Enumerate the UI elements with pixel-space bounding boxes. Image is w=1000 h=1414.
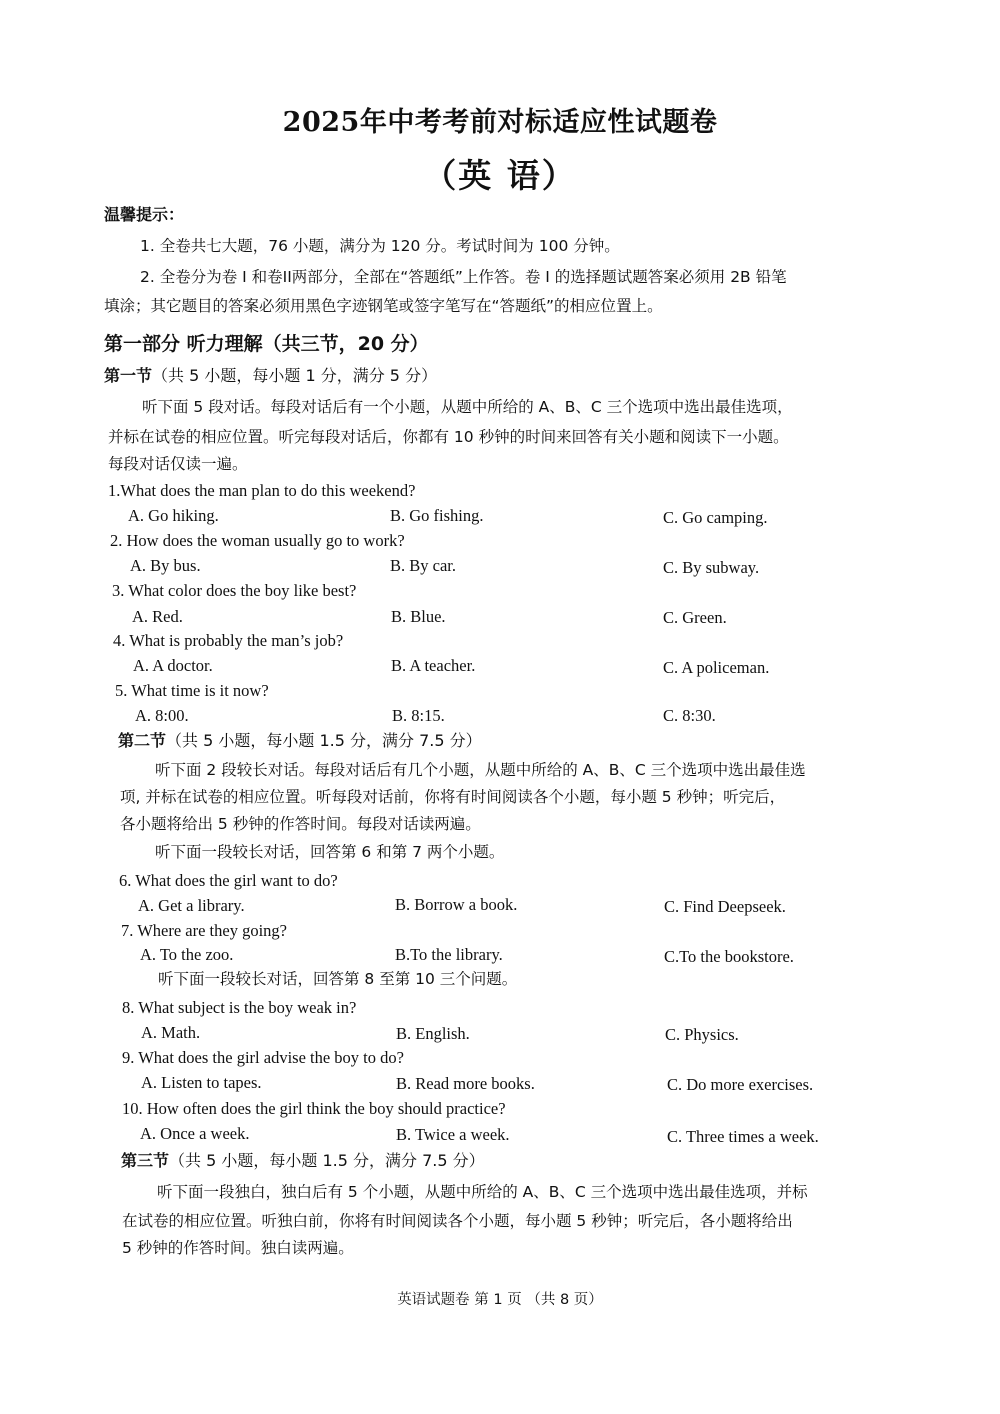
section-3-instruction-1: 听下面一段独白，独白后有 5 个小题，从题中所给的 A、B、C 三个选项中选出最佳选项，并标: [157, 1183, 808, 1201]
section-1-header: [104, 368, 437, 384]
notice-item-2-line-2: 填涂；其它题目的答案必须用黑色字迹钢笔或签字笔写在“答题纸”的相应位置上。: [104, 297, 663, 315]
section-1-instruction-1: 听下面 5 段对话。每段对话后有一个小题，从题中所给的 A、B、C 三个选项中选出最佳选项，: [142, 398, 793, 416]
question-7: 7. Where are they going?: [121, 921, 287, 940]
question-5-option-c: C. 8:30.: [663, 706, 716, 725]
question-1-option-a: A. Go hiking.: [128, 506, 219, 525]
question-7-option-a: A. To the zoo.: [140, 945, 234, 964]
question-3-option-a: A. Red.: [132, 607, 183, 626]
section-2-instruction-2: 项, 并标在试卷的相应位置。听每段对话前，你将有时间阅读各个小题，每小题 5 秒钟；听完后，: [120, 788, 786, 806]
section-3-instruction-2: 在试卷的相应位置。听独白前，你将有时间阅读各个小题，每小题 5 秒钟；听完后，各小题将给出: [122, 1212, 793, 1230]
dialogue-intro-q6-q7: 听下面一段较长对话，回答第 6 和第 7 两个小题。: [155, 843, 505, 861]
exam-subject: （英 语）: [423, 156, 577, 195]
section-3-header: [121, 1153, 485, 1169]
question-6-option-c: C. Find Deepseek.: [664, 897, 786, 916]
section-1-name: 第一节: [104, 366, 153, 385]
notice-label: 温馨提示：: [104, 205, 185, 224]
question-9-option-a: A. Listen to tapes.: [141, 1073, 262, 1092]
question-8-option-c: C. Physics.: [665, 1025, 739, 1044]
question-10-option-c: C. Three times a week.: [667, 1127, 819, 1146]
question-1: 1.What does the man plan to do this weekend?: [108, 481, 416, 500]
question-7-option-b: B.To the library.: [395, 945, 503, 964]
section-2-info: （共 5 小题，每小题 1.5 分，满分 7.5 分）: [166, 731, 482, 750]
question-2: 2. How does the woman usually go to work?: [110, 531, 405, 550]
section-1-instruction-2: 并标在试卷的相应位置。听完每段对话后，你都有 10 秒钟的时间来回答有关小题和阅读下一小题。: [108, 428, 789, 446]
section-1-info: （共 5 小题，每小题 1 分，满分 5 分）: [152, 366, 438, 385]
question-8: 8. What subject is the boy weak in?: [122, 998, 357, 1017]
section-3-instruction-3: 5 秒钟的作答时间。独白读两遍。: [122, 1239, 354, 1257]
question-4-option-a: A. A doctor.: [133, 656, 213, 675]
dialogue-intro-q8-q10: 听下面一段较长对话，回答第 8 至第 10 三个问题。: [158, 970, 518, 988]
question-6-option-b: B. Borrow a book.: [395, 895, 518, 914]
question-5-option-a: A. 8:00.: [135, 706, 189, 725]
question-10: 10. How often does the girl think the boy should practice?: [122, 1099, 506, 1118]
notice-item-2-line-1: 2. 全卷分为卷 I 和卷II两部分，全部在“答题纸”上作答。卷 I 的选择题试题答案必须用 2B 铅笔: [140, 268, 787, 286]
question-4: 4. What is probably the man’s job?: [113, 631, 344, 650]
question-8-option-a: A. Math.: [141, 1023, 201, 1042]
question-1-option-c: C. Go camping.: [663, 508, 768, 527]
question-3: 3. What color does the boy like best?: [112, 581, 357, 600]
question-1-option-b: B. Go fishing.: [390, 506, 484, 525]
question-5: 5. What time is it now?: [115, 681, 269, 700]
question-9-option-b: B. Read more books.: [396, 1074, 535, 1093]
section-2-name: 第二节: [118, 731, 167, 750]
section-2-instruction-3: 各小题将给出 5 秒钟的作答时间。每段对话读两遍。: [120, 815, 481, 833]
section-1-instruction-3: 每段对话仅读一遍。: [108, 455, 248, 473]
section-3-name: 第三节: [121, 1151, 170, 1170]
question-5-option-b: B. 8:15.: [392, 706, 445, 725]
part-heading: 第一部分 听力理解（共三节，20 分）: [104, 333, 429, 355]
question-9: 9. What does the girl advise the boy to do?: [122, 1048, 404, 1067]
question-7-option-c: C.To the bookstore.: [664, 947, 794, 966]
section-3-info: （共 5 小题，每小题 1.5 分，满分 7.5 分）: [169, 1151, 485, 1170]
question-6: 6. What does the girl want to do?: [119, 871, 338, 890]
question-2-option-a: A. By bus.: [130, 556, 201, 575]
question-10-option-a: A. Once a week.: [140, 1124, 250, 1143]
question-9-option-c: C. Do more exercises.: [667, 1075, 814, 1094]
question-3-option-c: C. Green.: [663, 608, 727, 627]
question-4-option-b: B. A teacher.: [391, 656, 476, 675]
question-10-option-b: B. Twice a week.: [396, 1125, 510, 1144]
exam-title: 2025年中考考前对标适应性试题卷: [282, 107, 718, 138]
question-8-option-b: B. English.: [396, 1024, 470, 1043]
question-6-option-a: A. Get a library.: [138, 896, 245, 915]
notice-item-1: 1. 全卷共七大题，76 小题，满分为 120 分。考试时间为 100 分钟。: [140, 237, 620, 255]
question-2-option-b: B. By car.: [390, 556, 456, 575]
question-4-option-c: C. A policeman.: [663, 658, 770, 677]
question-2-option-c: C. By subway.: [663, 558, 760, 577]
page-footer: 英语试题卷 第 1 页 （共 8 页）: [397, 1292, 603, 1308]
section-2-header: [118, 733, 482, 749]
question-3-option-b: B. Blue.: [391, 607, 446, 626]
section-2-instruction-1: 听下面 2 段较长对话。每段对话后有几个小题，从题中所给的 A、B、C 三个选项中选出最佳选: [155, 761, 806, 779]
